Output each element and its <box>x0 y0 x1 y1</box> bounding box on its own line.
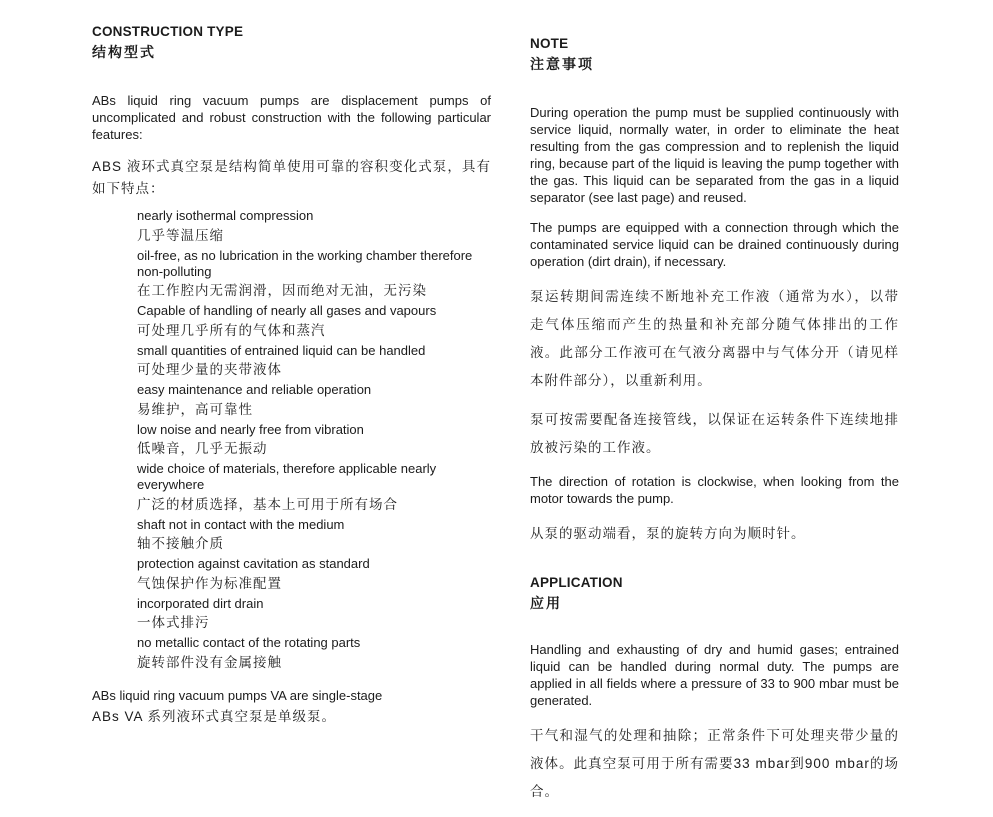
feature-text-zh: 在工作腔内无需润滑，因而绝对无油，无污染 <box>137 283 427 298</box>
construction-type-section <box>92 24 491 727</box>
note-heading-zh: 注意事项 <box>530 56 594 72</box>
feature-text-zh: 旋转部件没有金属接触 <box>137 654 282 670</box>
feature-item <box>137 343 491 379</box>
feature-text-en: easy maintenance and reliable operation <box>137 382 372 397</box>
feature-text-en: shaft not in contact with the medium <box>137 516 345 532</box>
note-paragraph: The pumps are equipped with a connection through which the contaminated service liquid can be drained continuously during operation (dirt drain), if necessary. <box>530 220 899 269</box>
feature-text-en: wide choice of materials, therefore applicable nearly everywhere <box>137 461 437 492</box>
feature-text-en: protection against cavitation as standard <box>137 556 370 571</box>
feature-text-zh: 可处理少量的夹带液体 <box>137 362 282 377</box>
feature-item <box>137 461 491 513</box>
note-heading-en: NOTE <box>530 36 569 51</box>
feature-item <box>137 248 491 300</box>
note-and-application-section <box>530 36 899 817</box>
feature-text-zh: 易维护，高可靠性 <box>137 401 253 417</box>
construction-intro-en: ABs liquid ring vacuum pumps are displacement pumps of uncomplicated and robust construction with the following particular features: <box>92 93 491 142</box>
single-stage-note-zh: ABs VA 系列液环式真空泵是单级泵。 <box>92 709 337 724</box>
feature-text-zh: 几乎等温压缩 <box>137 227 224 243</box>
note-paragraph: 泵可按需要配备连接管线，以保证在运转条件下连续地排放被污染的工作液。 <box>530 412 899 455</box>
feature-text-en: incorporated dirt drain <box>137 595 264 611</box>
feature-text-zh: 轴不接触介质 <box>137 536 224 551</box>
construction-type-heading-en: CONSTRUCTION TYPE <box>92 24 244 39</box>
feature-text-en: no metallic contact of the rotating parts <box>137 635 361 650</box>
feature-item <box>137 556 491 592</box>
feature-item <box>137 303 491 339</box>
single-stage-note-en: ABs liquid ring vacuum pumps VA are single-stage <box>92 688 383 703</box>
construction-type-heading <box>92 24 491 62</box>
feature-text-en: Capable of handling of nearly all gases and vapours <box>137 303 437 318</box>
feature-item <box>137 596 491 632</box>
feature-item <box>137 208 491 244</box>
application-paragraph: Handling and exhausting of dry and humid gases; entrained liquid can be handled during normal duty. The pumps are applied in all fields where a pressure of 33 to 900 mbar must be generated. <box>530 642 899 708</box>
feature-text-zh: 可处理几乎所有的气体和蒸汽 <box>137 322 326 338</box>
feature-text-en: nearly isothermal compression <box>137 208 314 223</box>
feature-text-zh: 广泛的材质选择，基本上可用于所有场合 <box>137 496 398 512</box>
features-list <box>92 208 491 671</box>
feature-item <box>137 422 491 458</box>
application-heading <box>530 575 899 613</box>
feature-text-zh: 低噪音，几乎无振动 <box>137 441 268 456</box>
application-paragraph: 干气和湿气的处理和抽除；正常条件下可处理夹带少量的液体。此真空泵可用于所有需要33 mbar到900 mbar的场合。 <box>530 728 899 799</box>
note-heading <box>530 36 899 74</box>
feature-text-en: low noise and nearly free from vibration <box>137 421 364 437</box>
feature-text-zh: 气蚀保护作为标准配置 <box>137 575 282 591</box>
feature-item <box>137 382 491 418</box>
construction-type-heading-zh: 结构型式 <box>92 44 156 60</box>
note-paragraph: The direction of rotation is clockwise, when looking from the motor towards the pump. <box>530 474 899 506</box>
note-paragraph: During operation the pump must be supplied continuously with service liquid, normally water, in order to eliminate the heat resulting from the gas compression and to replenish the liquid ring, because part of the liquid is leaving the pump together with the gas. This liquid can be separated from the gas in a liquid separator (see last page) and reused. <box>530 105 899 205</box>
construction-intro-zh: ABS 液环式真空泵是结构简单使用可靠的容积变化式泵，具有如下特点： <box>92 159 491 196</box>
feature-text-zh: 一体式排污 <box>137 615 210 630</box>
feature-item <box>137 517 491 553</box>
feature-item <box>137 635 491 671</box>
feature-text-en: small quantities of entrained liquid can be handled <box>137 342 426 358</box>
note-paragraph: 泵运转期间需连续不断地补充工作液（通常为水），以带走气体压缩而产生的热量和补充部分随气体排出的工作液。此部分工作液可在气液分离器中与气体分开（请见样本附件部分），以重新利用。 <box>530 289 899 388</box>
application-heading-en: APPLICATION <box>530 575 623 590</box>
application-heading-zh: 应用 <box>530 595 562 611</box>
note-paragraph: 从泵的驱动端看，泵的旋转方向为顺时针。 <box>530 526 806 541</box>
feature-text-en: oil-free, as no lubrication in the working chamber therefore non-polluting <box>137 247 473 279</box>
